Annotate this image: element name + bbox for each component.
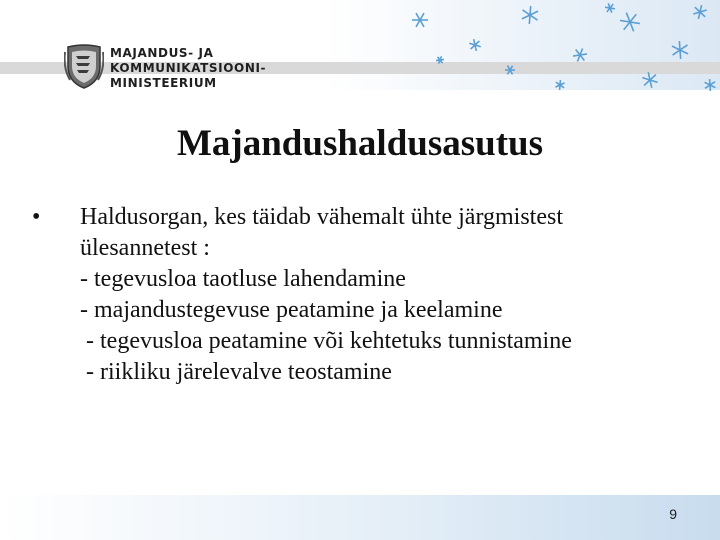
- slide-body: [30, 202, 690, 388]
- snowflake-pattern-icon: [380, 0, 720, 100]
- bullet-icon: •: [32, 204, 41, 230]
- bullet-item: [30, 202, 690, 388]
- crest-icon: [64, 44, 104, 90]
- page-number: 9: [669, 506, 677, 522]
- body-line: - riikliku järelevalve teostamine: [86, 359, 392, 385]
- slide-title: Majandushaldusasutus: [176, 123, 544, 164]
- logo-line: MINISTEERIUM: [110, 76, 217, 90]
- logo-line: KOMMUNIKATSIOONI-: [110, 61, 267, 75]
- ministry-logo-text: [110, 46, 266, 91]
- body-line: - majandustegevuse peatamine ja keelamine: [80, 297, 503, 323]
- body-line: Haldusorgan, kes täidab vähemalt ühte järgmistest: [80, 204, 563, 230]
- logo-line: MAJANDUS- JA: [110, 46, 214, 60]
- body-line: - tegevusloa taotluse lahendamine: [80, 266, 406, 292]
- body-line: - tegevusloa peatamine või kehtetuks tunnistamine: [86, 328, 572, 354]
- footer-band: [0, 495, 720, 540]
- body-line: ülesannetest :: [80, 235, 210, 261]
